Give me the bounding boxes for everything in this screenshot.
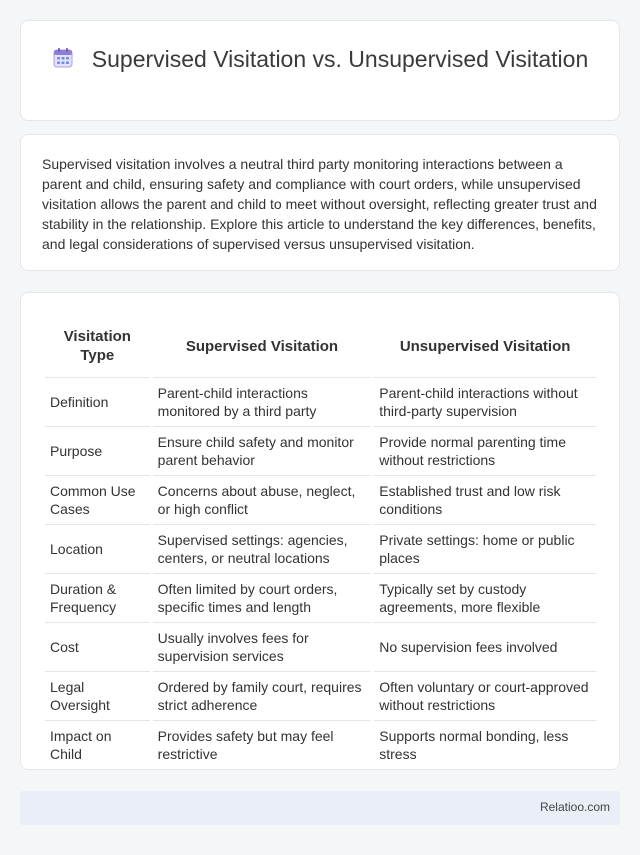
comparison-table xyxy=(42,315,599,769)
supervised-cell: Supervised settings: agencies, centers, or neutral locations xyxy=(153,524,372,573)
header-unsupervised: Unsupervised Visitation xyxy=(399,337,571,355)
table-header-row xyxy=(45,315,596,377)
table-row xyxy=(45,475,596,524)
supervised-cell: Provides safety but may feel restrictive xyxy=(153,720,372,769)
unsupervised-cell: Supports normal bonding, less stress xyxy=(374,720,596,769)
row-label: Duration & Frequency xyxy=(45,573,150,622)
header-visitation-type: Visitation Type xyxy=(63,328,131,364)
unsupervised-cell: Private settings: home or public places xyxy=(374,524,596,573)
page-title xyxy=(21,45,619,74)
row-label: Cost xyxy=(45,622,150,671)
supervised-cell: Concerns about abuse, neglect, or high conflict xyxy=(153,475,372,524)
unsupervised-cell: Provide normal parenting time without restrictions xyxy=(374,426,596,475)
table-row xyxy=(45,524,596,573)
footer-bar xyxy=(20,791,620,825)
table-row xyxy=(45,573,596,622)
row-label: Impact on Child xyxy=(45,720,150,769)
title-card xyxy=(20,20,620,121)
supervised-cell: Usually involves fees for supervision services xyxy=(153,622,372,671)
row-label: Location xyxy=(45,524,150,573)
unsupervised-cell: Often voluntary or court-approved without restrictions xyxy=(374,671,596,720)
table-row xyxy=(45,720,596,769)
unsupervised-cell: No supervision fees involved xyxy=(374,622,596,671)
header-supervised: Supervised Visitation xyxy=(185,337,339,355)
supervised-cell: Parent-child interactions monitored by a third party xyxy=(153,377,372,426)
supervised-cell: Ordered by family court, requires strict adherence xyxy=(153,671,372,720)
unsupervised-cell: Typically set by custody agreements, more flexible xyxy=(374,573,596,622)
table-row xyxy=(45,671,596,720)
table-row xyxy=(45,377,596,426)
supervised-cell: Ensure child safety and monitor parent behavior xyxy=(153,426,372,475)
table-row xyxy=(45,426,596,475)
footer-brand-link[interactable]: Relatioo.com xyxy=(539,800,610,814)
row-label: Legal Oversight xyxy=(45,671,150,720)
row-label: Purpose xyxy=(45,426,150,475)
intro-card xyxy=(20,134,620,271)
supervised-cell: Often limited by court orders, specific times and length xyxy=(153,573,372,622)
page-title-text: Supervised Visitation vs. Unsupervised Visitation xyxy=(91,46,589,72)
comparison-table-card xyxy=(20,292,620,770)
intro-paragraph: Supervised visitation involves a neutral third party monitoring interactions between a parent and child, ensuring safety and compliance with court orders, while unsupervised visitation allows the parent and child to meet without oversight, reflecting greater trust and stability in the relationship. Explore this article to understand the key differences, benefits, and legal considerations of supervised versus unsupervised visitation. xyxy=(42,156,597,252)
table-row xyxy=(45,622,596,671)
unsupervised-cell: Established trust and low risk conditions xyxy=(374,475,596,524)
row-label: Common Use Cases xyxy=(45,475,150,524)
calendar-icon xyxy=(52,47,74,69)
unsupervised-cell: Parent-child interactions without third-party supervision xyxy=(374,377,596,426)
row-label: Definition xyxy=(45,377,150,426)
